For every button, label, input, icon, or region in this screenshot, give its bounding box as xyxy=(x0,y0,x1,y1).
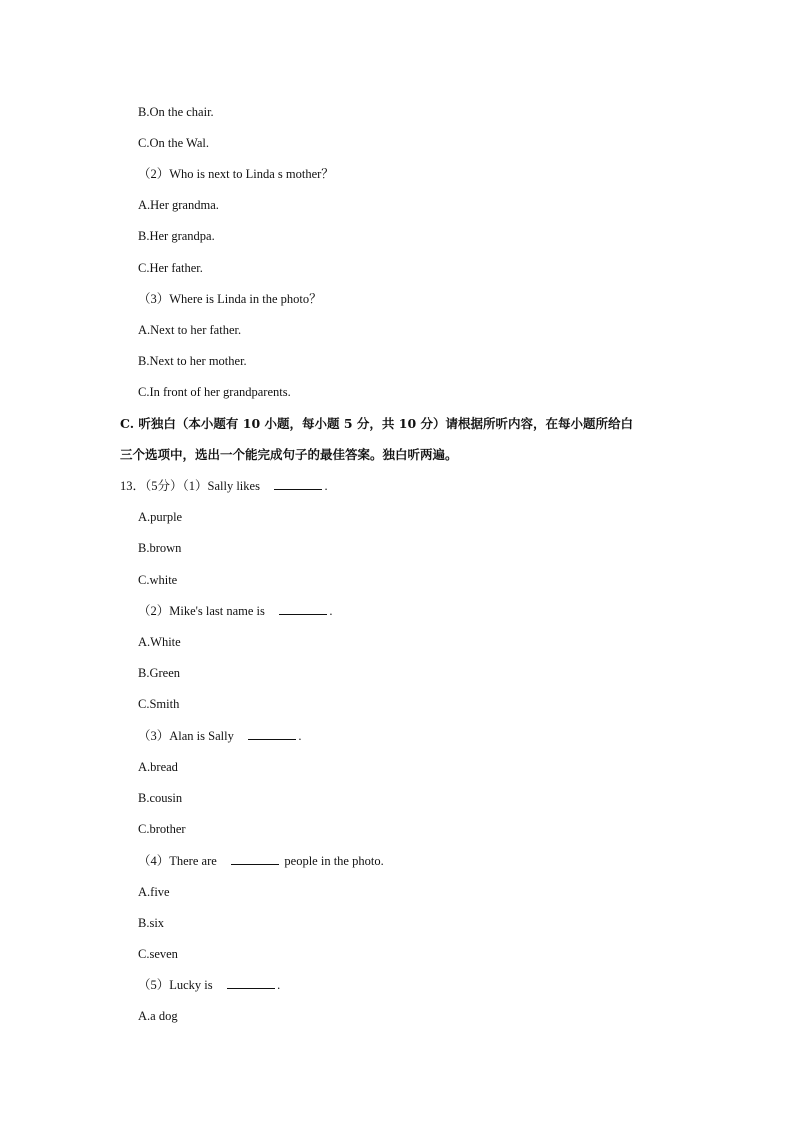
answer-blank xyxy=(274,478,322,490)
q12-sub2-question: （2）Who is next to Linda s mother？ xyxy=(138,167,334,181)
q13-sub2-prefix: （2）Mike's last name is xyxy=(138,604,265,618)
q12-sub2-option-b: B.Her grandpa. xyxy=(138,229,215,243)
q13-sub1-option-b: B.brown xyxy=(138,541,182,555)
q13-sub3-prefix: （3）Alan is Sally xyxy=(138,729,234,743)
q13-sub4-suffix: people in the photo. xyxy=(284,854,384,868)
q13-sub2-option-c: C.Smith xyxy=(138,697,180,711)
q13-sub5-question xyxy=(138,977,280,993)
q13-sub5-option-a: A.a dog xyxy=(138,1009,178,1023)
answer-blank xyxy=(248,728,296,740)
q13-sub3-option-b: B.cousin xyxy=(138,791,183,805)
q12-sub2-option-c: C.Her father. xyxy=(138,261,203,275)
q13-sub5-prefix: （5）Lucky is xyxy=(138,978,213,992)
q13-sub3-option-a: A.bread xyxy=(138,760,178,774)
q13-sub3-question xyxy=(138,728,301,744)
answer-blank xyxy=(279,603,327,615)
q13-sub1-question xyxy=(120,478,328,494)
q13-sub4-prefix: （4）There are xyxy=(138,854,217,868)
q12-sub1-option-b: B.On the chair. xyxy=(138,105,214,119)
q12-sub3-option-b: B.Next to her mother. xyxy=(138,354,247,368)
q13-sub1-option-c: C.white xyxy=(138,573,178,587)
section-c-heading-line2: 三个选项中，选出一个能完成句子的最佳答案。独白听两遍。 xyxy=(120,447,458,462)
q13-sub4-option-a: A.five xyxy=(138,885,170,899)
answer-blank xyxy=(227,977,275,989)
q13-sub5-suffix: . xyxy=(277,978,281,992)
q13-sub2-question xyxy=(138,603,333,619)
q13-sub1-prefix: （1）Sally likes xyxy=(182,479,260,493)
q12-sub3-option-c: C.In front of her grandparents. xyxy=(138,385,291,399)
section-c-heading-line1: C. 听独白（本小题有 10 小题，每小题 5 分，共 10 分）请根据所听内容，在每小题所给白 xyxy=(120,416,634,431)
answer-blank xyxy=(231,853,279,865)
q13-sub3-suffix: . xyxy=(298,729,302,743)
q12-sub1-option-c: C.On the Wal. xyxy=(138,136,209,150)
q13-sub4-option-c: C.seven xyxy=(138,947,178,961)
q13-sub4-option-b: B.six xyxy=(138,916,165,930)
q12-sub2-option-a: A.Her grandma. xyxy=(138,198,219,212)
q13-sub1-suffix: . xyxy=(324,479,328,493)
q13-sub2-option-a: A.White xyxy=(138,635,181,649)
q13-sub2-suffix: . xyxy=(329,604,333,618)
q13-sub4-question xyxy=(138,853,384,869)
q12-sub3-question: （3）Where is Linda in the photo？ xyxy=(138,292,322,306)
q12-sub3-option-a: A.Next to her father. xyxy=(138,323,242,337)
q13-sub3-option-c: C.brother xyxy=(138,822,186,836)
q13-number: 13．（5分） xyxy=(120,479,183,493)
q13-sub2-option-b: B.Green xyxy=(138,666,180,680)
q13-sub1-option-a: A.purple xyxy=(138,510,183,524)
